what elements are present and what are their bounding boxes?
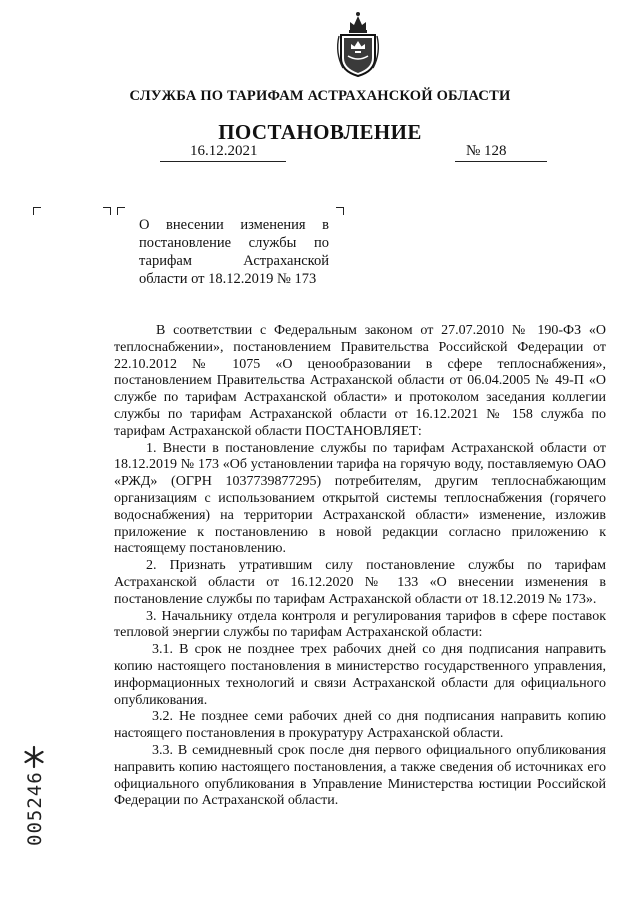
number-underline — [455, 161, 547, 162]
clause-3-2: 3.2. Не позднее семи рабочих дней со дня подписания направить копию настоящего постановления в прокуратуру Астраханской области. — [114, 709, 606, 742]
clause-1: 1. Внести в постановление службы по тарифам Астраханской области от 18.12.2019 № 173 «Об установлении тарифа на горячую воду, поставляемую ОАО «РЖД» (ОГРН 1037739877295) потребителям, другим теплоснабжающим организациям с использованием открытой системы теплоснабжения (горячего водоснабжения) на территории Астраханской области» изменение, изложив приложение к постановлению в новой редакции согласно приложению к настоящему постановлению. — [114, 440, 606, 557]
title-line: О внесении изменения в — [139, 217, 329, 233]
document-date: 16.12.2021 — [190, 143, 258, 159]
title-line: области от 18.12.2019 № 173 — [139, 271, 317, 287]
document-title — [139, 216, 329, 288]
corner-mark-right — [336, 207, 344, 215]
document-number: № 128 — [466, 143, 507, 159]
organization-name: СЛУЖБА ПО ТАРИФАМ АСТРАХАНСКОЙ ОБЛАСТИ — [129, 88, 511, 104]
document-type: ПОСТАНОВЛЕНИЕ — [218, 120, 422, 144]
clause-3-3: 3.3. В семидневный срок после дня первого официального опубликования направить копию настоящего постановления, а также сведения об источниках его официального опубликования в Управление Министерства юстиции Российской Федерации по Астраханской области. — [114, 742, 606, 809]
clause-3-1: 3.1. В срок не позднее трех рабочих дней со дня подписания направить копию настоящего постановления в министерство государственного управления, информационных технологий и связи Астраханской области для официального опубликования. — [114, 642, 606, 708]
corner-mark-left — [33, 207, 41, 215]
corner-mark-mid-left — [117, 207, 125, 215]
registration-stamp-number: 005246 — [24, 771, 46, 846]
date-underline — [160, 161, 286, 162]
corner-mark-mid-right — [103, 207, 111, 215]
title-line: тарифам Астраханской — [139, 253, 329, 269]
document-body — [114, 323, 606, 810]
asterisk-icon — [22, 745, 46, 769]
clause-3: 3. Начальнику отдела контроля и регулирования тарифов в сфере поставок тепловой энергии службы по тарифам Астраханской области: — [114, 608, 606, 641]
clause-2: 2. Признать утратившим силу постановление службы по тарифам Астраханской области от 16.12.2020 № 133 «О внесении изменения в постановление службы по тарифам Астраханской области от 18.12.2019 № 173». — [114, 558, 606, 607]
coat-of-arms-emblem — [333, 8, 383, 78]
title-line: постановление службы по — [139, 235, 329, 251]
preamble-paragraph: В соответствии с Федеральным законом от 27.07.2010 № 190-ФЗ «О теплоснабжении», постановлением Правительства Российской Федерации от 22.10.2012 № 1075 «О ценообразовании в сфере теплоснабжения», постановлением Правительства Астраханской области от 06.04.2005 № 49-П «О службе по тарифам Астраханской области» и протоколом заседания коллегии службы по тарифам Астраханской области от 16.12.2021 № 158 служба по тарифам Астраханской области ПОСТАНОВЛЯЕТ: — [114, 323, 606, 439]
